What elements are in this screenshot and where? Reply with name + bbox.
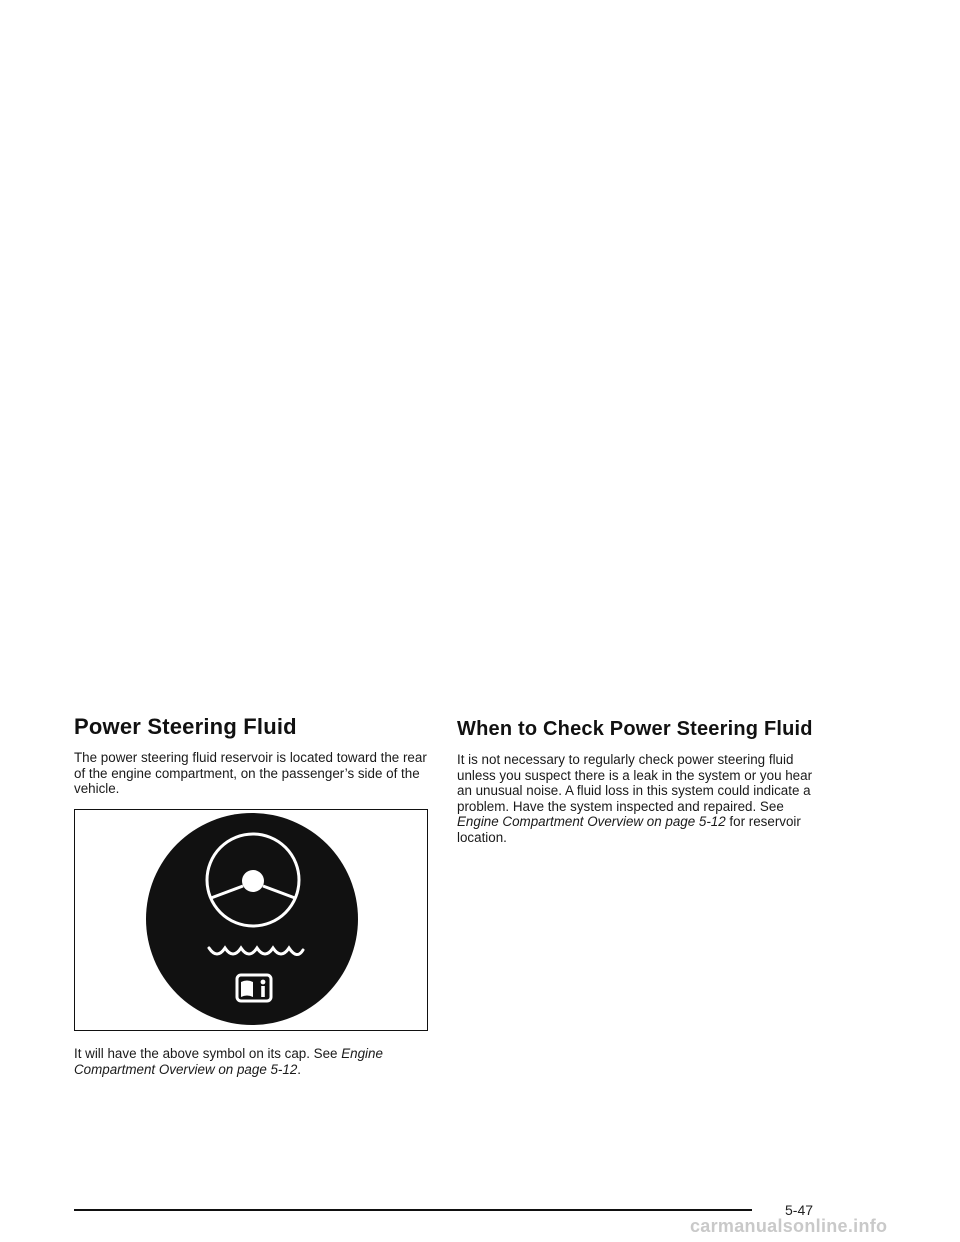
section-title-power-steering-fluid: Power Steering Fluid bbox=[74, 714, 297, 739]
left-column bbox=[74, 714, 434, 797]
check-end: for reservoir location. bbox=[457, 814, 801, 845]
site-watermark: carmanualsonline.info bbox=[690, 1216, 888, 1236]
cap-symbol-figure bbox=[74, 809, 428, 1031]
intro-paragraph bbox=[74, 750, 434, 797]
right-column bbox=[457, 716, 829, 846]
power-steering-cap-icon bbox=[75, 810, 427, 1030]
check-text: It is not necessary to regularly check power steering fluid unless you suspect there is a leak in the system or you hear an unusual noise. A fluid loss in this system could indicate a problem. Have the system inspected and repaired. See bbox=[457, 752, 813, 814]
figure-caption bbox=[74, 1046, 434, 1077]
check-reference-link[interactable]: Engine Compartment Overview on page 5-12 bbox=[457, 814, 726, 830]
caption-reference-link[interactable]: Engine Compartment Overview on page 5-12 bbox=[74, 1046, 383, 1077]
footer-rule bbox=[74, 1209, 752, 1211]
section-title-when-to-check: When to Check Power Steering Fluid bbox=[457, 718, 813, 740]
page-number: 5-47 bbox=[785, 1202, 814, 1218]
caption-text: It will have the above symbol on its cap. See bbox=[74, 1046, 342, 1061]
intro-text: The power steering fluid reservoir is located toward the rear of the engine compartment, on the passenger’s side of the vehicle. bbox=[74, 750, 427, 797]
caption-paragraph bbox=[74, 1046, 434, 1077]
caption-end: . bbox=[297, 1061, 302, 1077]
check-paragraph bbox=[457, 752, 829, 846]
